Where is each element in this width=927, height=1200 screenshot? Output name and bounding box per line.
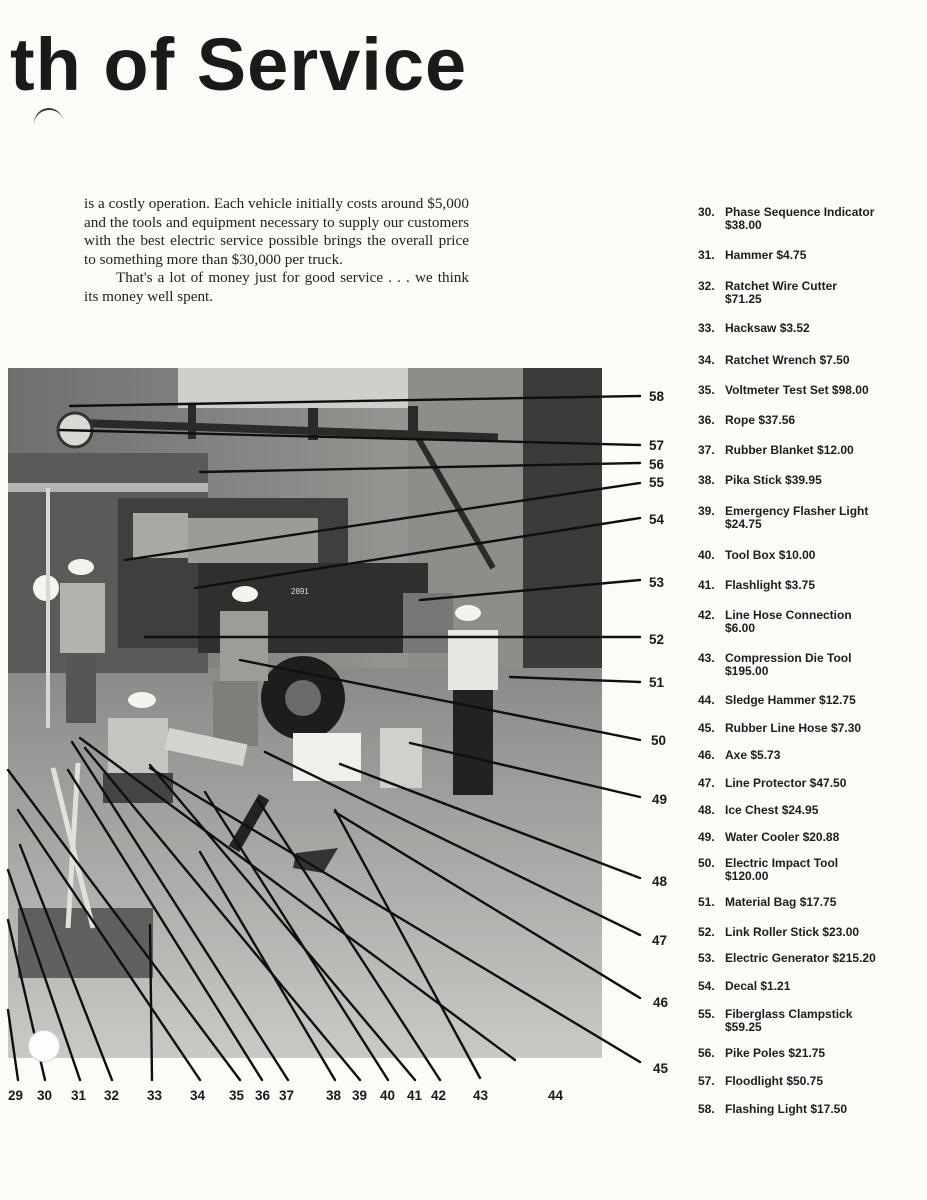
item-name: Link Roller Stick $23.00 bbox=[725, 925, 860, 939]
item-name: Rubber Line Hose $7.30 bbox=[725, 721, 862, 735]
item-number: 47. bbox=[698, 776, 715, 790]
item-name: Floodlight $50.75 bbox=[725, 1074, 824, 1088]
callout-46: 46 bbox=[653, 995, 669, 1010]
item-name: Axe $5.73 bbox=[725, 748, 781, 762]
intro-paragraph-1: is a costly operation. Each vehicle initially costs around $5,000 and the tools and equipment necessary to supply our customers with the best electric service possible brings the overall price to something more than $30,000 per truck. bbox=[84, 195, 469, 268]
callout-30: 30 bbox=[37, 1088, 53, 1103]
item-text bbox=[725, 505, 868, 531]
item-number: 54. bbox=[698, 979, 715, 993]
rubber-blanket bbox=[18, 908, 153, 978]
item-number: 39. bbox=[698, 504, 715, 518]
callout-43: 43 bbox=[473, 1088, 489, 1103]
binder-hole bbox=[28, 1030, 60, 1062]
item-text bbox=[725, 1008, 852, 1034]
service-truck-photo bbox=[8, 368, 602, 1058]
worker-3 bbox=[448, 605, 498, 795]
item-name: Ice Chest $24.95 bbox=[725, 803, 819, 817]
item-number: 44. bbox=[698, 693, 715, 707]
item-number: 40. bbox=[698, 548, 715, 562]
floodlight bbox=[58, 413, 92, 447]
item-name: Line Hose Connection bbox=[725, 608, 852, 622]
callout-50: 50 bbox=[651, 733, 667, 748]
item-number: 53. bbox=[698, 951, 715, 965]
item-number: 37. bbox=[698, 443, 715, 457]
callout-56: 56 bbox=[649, 457, 665, 472]
item-number: 48. bbox=[698, 803, 715, 817]
item-number: 31. bbox=[698, 248, 715, 262]
item-name: Rubber Blanket $12.00 bbox=[725, 443, 854, 457]
rack-post bbox=[408, 406, 418, 440]
pike-poles bbox=[8, 483, 208, 492]
item-name: Electric Generator $215.20 bbox=[725, 951, 876, 965]
callout-55: 55 bbox=[649, 475, 665, 490]
item-number: 45. bbox=[698, 721, 715, 735]
callout-48: 48 bbox=[652, 874, 668, 889]
item-text bbox=[725, 609, 852, 635]
item-price: $38.00 bbox=[725, 218, 762, 232]
intro-paragraph-2: That's a lot of money just for good service . . . we think its money well spent. bbox=[84, 269, 469, 305]
item-name: Electric Impact Tool bbox=[725, 856, 839, 870]
item-text bbox=[725, 206, 874, 232]
item-name: Emergency Flasher Light bbox=[725, 504, 869, 518]
item-number: 34. bbox=[698, 353, 715, 367]
callout-36: 36 bbox=[255, 1088, 271, 1103]
item-number: 49. bbox=[698, 830, 715, 844]
callout-37: 37 bbox=[279, 1088, 295, 1103]
wheel-hub bbox=[285, 680, 321, 716]
callout-35: 35 bbox=[229, 1088, 245, 1103]
item-text bbox=[725, 857, 838, 883]
item-name: Hammer $4.75 bbox=[725, 248, 807, 262]
callout-29: 29 bbox=[8, 1088, 24, 1103]
callout-45: 45 bbox=[653, 1061, 669, 1076]
item-number: 52. bbox=[698, 925, 715, 939]
callout-41: 41 bbox=[407, 1088, 423, 1103]
item-name: Compression Die Tool bbox=[725, 651, 852, 665]
callout-54: 54 bbox=[649, 512, 665, 527]
item-name: Material Bag $17.75 bbox=[725, 895, 837, 909]
item-number: 57. bbox=[698, 1074, 715, 1088]
photo-illustration bbox=[8, 368, 602, 1058]
item-number: 35. bbox=[698, 383, 715, 397]
item-name: Rope $37.56 bbox=[725, 413, 796, 427]
item-name: Flashing Light $17.50 bbox=[725, 1102, 848, 1116]
item-price: $24.75 bbox=[725, 517, 762, 531]
callout-49: 49 bbox=[652, 792, 668, 807]
item-number: 55. bbox=[698, 1007, 715, 1021]
item-number: 36. bbox=[698, 413, 715, 427]
item-name: Sledge Hammer $12.75 bbox=[725, 693, 856, 707]
callout-40: 40 bbox=[380, 1088, 396, 1103]
callout-33: 33 bbox=[147, 1088, 163, 1103]
callout-47: 47 bbox=[652, 933, 668, 948]
callout-51: 51 bbox=[649, 675, 665, 690]
callout-57: 57 bbox=[649, 438, 665, 453]
callout-38: 38 bbox=[326, 1088, 342, 1103]
intro-text bbox=[84, 195, 469, 306]
item-name: Phase Sequence Indicator bbox=[725, 205, 875, 219]
truck-number: 2891 bbox=[291, 587, 309, 596]
item-number: 51. bbox=[698, 895, 715, 909]
item-number: 46. bbox=[698, 748, 715, 762]
item-number: 41. bbox=[698, 578, 715, 592]
item-text bbox=[725, 652, 851, 678]
item-number: 58. bbox=[698, 1102, 715, 1116]
callout-58: 58 bbox=[649, 389, 665, 404]
item-name: Pike Poles $21.75 bbox=[725, 1046, 826, 1060]
rack-post bbox=[188, 404, 196, 439]
water-cooler bbox=[380, 728, 422, 788]
item-price: $120.00 bbox=[725, 869, 769, 883]
item-name: Hacksaw $3.52 bbox=[725, 321, 810, 335]
item-name: Decal $1.21 bbox=[725, 979, 791, 993]
item-price: $71.25 bbox=[725, 292, 762, 306]
item-text bbox=[725, 280, 837, 306]
ice-chest bbox=[293, 733, 361, 781]
window-band bbox=[178, 368, 408, 408]
decorative-arc bbox=[31, 106, 66, 143]
callout-53: 53 bbox=[649, 575, 665, 590]
item-number: 43. bbox=[698, 651, 715, 665]
item-name: Pika Stick $39.95 bbox=[725, 473, 822, 487]
item-price: $6.00 bbox=[725, 621, 756, 635]
cab-window bbox=[133, 513, 188, 558]
windshield bbox=[188, 518, 318, 563]
callout-52: 52 bbox=[649, 632, 665, 647]
item-name: Fiberglass Clampstick bbox=[725, 1007, 853, 1021]
item-name: Ratchet Wire Cutter bbox=[725, 279, 837, 293]
callout-42: 42 bbox=[431, 1088, 447, 1103]
callout-31: 31 bbox=[71, 1088, 87, 1103]
callout-32: 32 bbox=[104, 1088, 120, 1103]
item-price: $59.25 bbox=[725, 1020, 762, 1034]
item-number: 50. bbox=[698, 856, 715, 870]
item-name: Tool Box $10.00 bbox=[725, 548, 816, 562]
item-number: 30. bbox=[698, 205, 715, 219]
item-name: Flashlight $3.75 bbox=[725, 578, 816, 592]
callout-39: 39 bbox=[352, 1088, 368, 1103]
rack-post bbox=[308, 408, 318, 440]
page-heading: th of Service bbox=[10, 23, 468, 106]
item-name: Line Protector $47.50 bbox=[725, 776, 847, 790]
item-number: 38. bbox=[698, 473, 715, 487]
dark-doorway bbox=[523, 368, 602, 678]
callout-34: 34 bbox=[190, 1088, 206, 1103]
item-price: $195.00 bbox=[725, 664, 769, 678]
item-number: 42. bbox=[698, 608, 715, 622]
electric-generator bbox=[403, 593, 453, 653]
item-name: Ratchet Wrench $7.50 bbox=[725, 353, 850, 367]
callout-44: 44 bbox=[548, 1088, 564, 1103]
item-name: Water Cooler $20.88 bbox=[725, 830, 840, 844]
item-name: Voltmeter Test Set $98.00 bbox=[725, 383, 869, 397]
item-number: 33. bbox=[698, 321, 715, 335]
item-number: 32. bbox=[698, 279, 715, 293]
item-number: 56. bbox=[698, 1046, 715, 1060]
